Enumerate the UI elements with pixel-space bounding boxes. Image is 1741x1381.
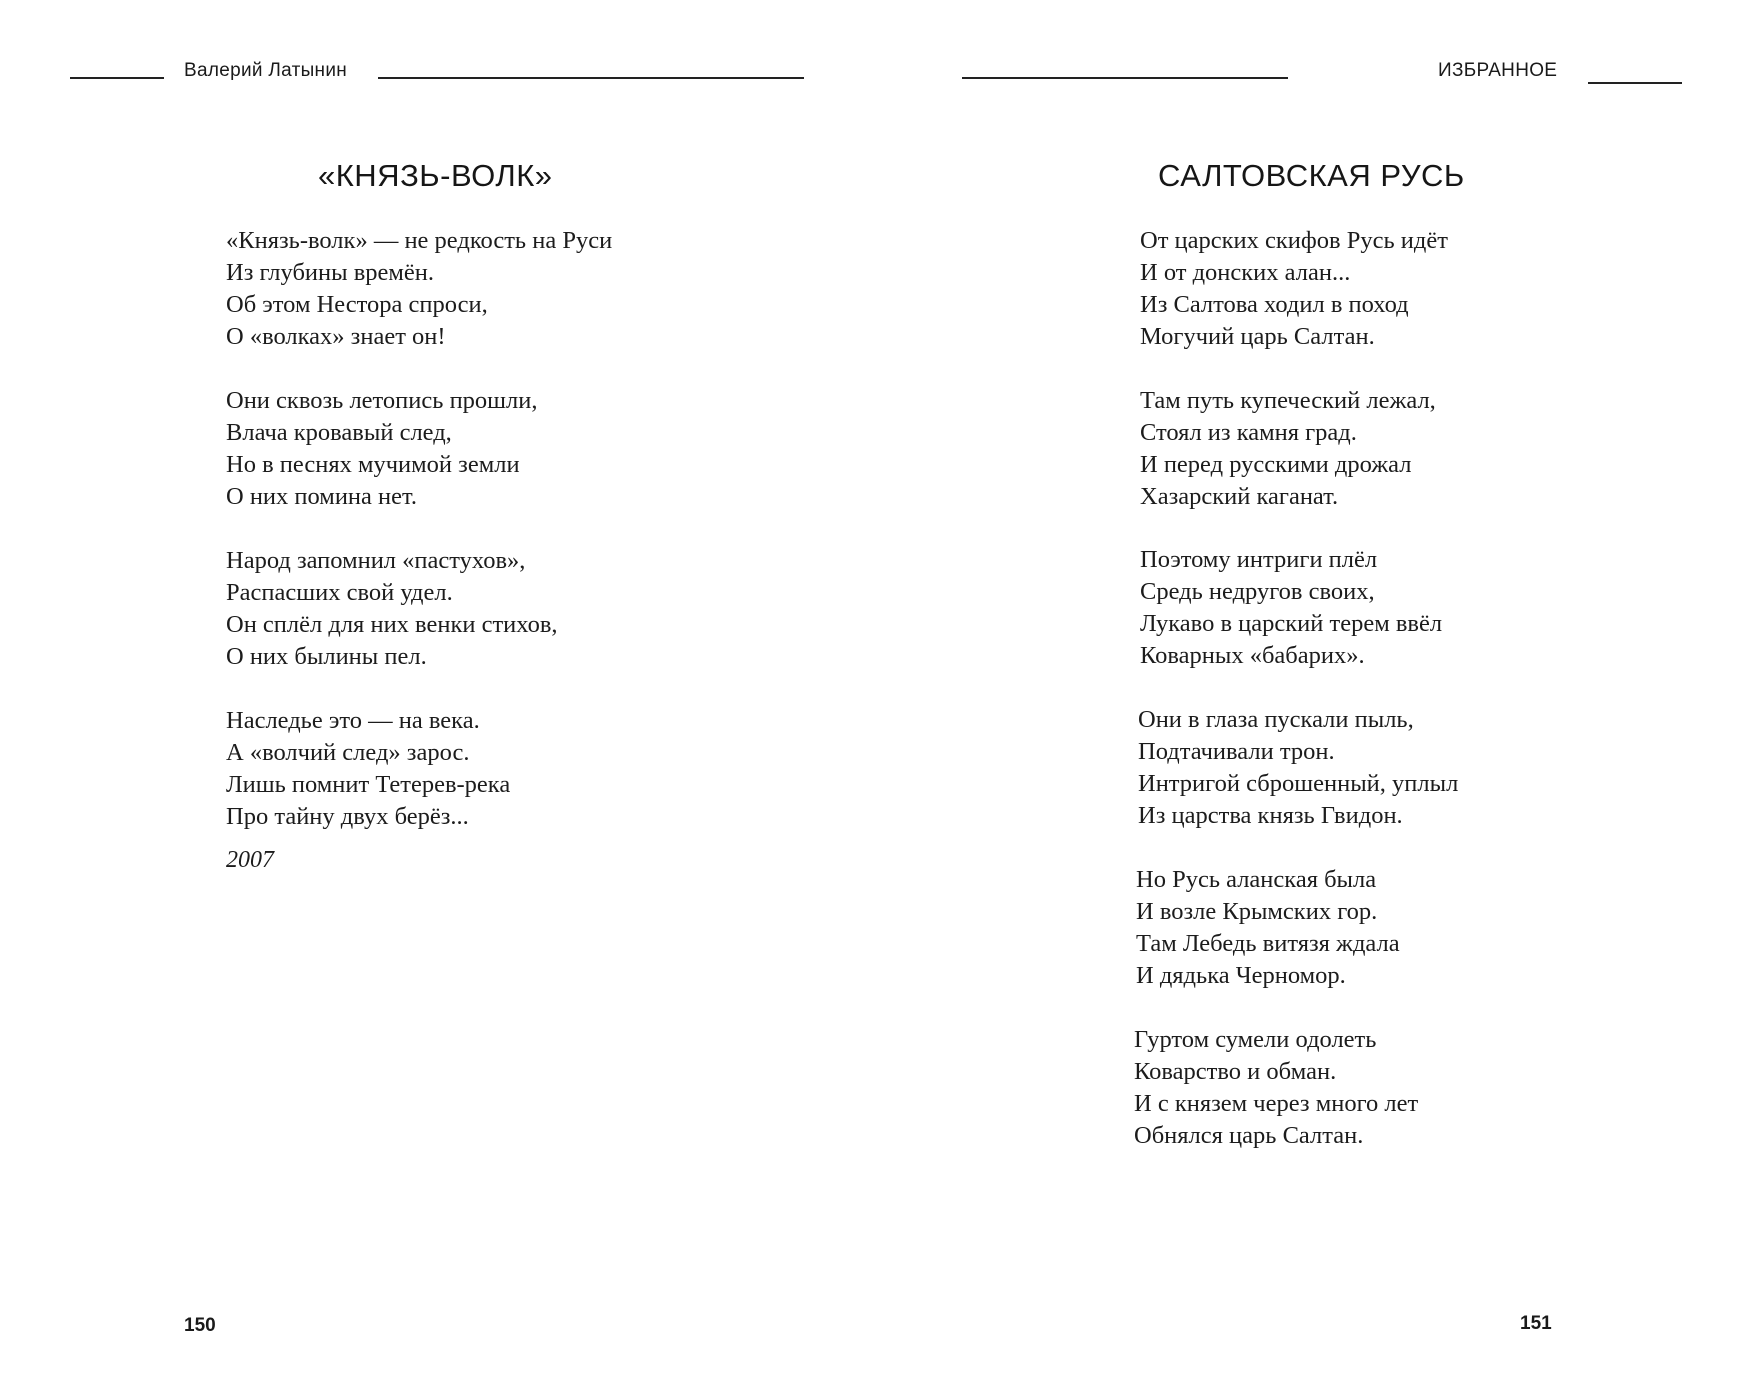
- poem-line: Из глубины времён.: [226, 259, 435, 286]
- header-rule-right-outer: [1588, 82, 1682, 84]
- poem-line: Из царства князь Гвидон.: [1138, 802, 1403, 829]
- header-rule-left-outer: [70, 77, 164, 79]
- poem-line: Об этом Нестора спроси,: [226, 291, 488, 318]
- running-head-author: Валерий Латынин: [184, 60, 348, 81]
- poem-line: Подтачивали трон.: [1138, 738, 1335, 765]
- poem-line: Там Лебедь витязя ждала: [1136, 930, 1400, 957]
- poem-line: Обнялся царь Салтан.: [1134, 1122, 1364, 1149]
- poem-line: И от донских алан...: [1140, 259, 1351, 286]
- poem-line: Средь недругов своих,: [1140, 578, 1375, 605]
- page-number-left: 150: [184, 1315, 216, 1336]
- poem-line: О них помина нет.: [226, 483, 418, 510]
- stanza-1: [1140, 225, 1448, 353]
- left-page: [0, 0, 870, 1381]
- poem-line: Стоял из камня град.: [1140, 419, 1357, 446]
- poem-line: Но Русь аланская была: [1136, 866, 1377, 893]
- poem-line: И возле Крымских гор.: [1136, 898, 1378, 925]
- stanza-4: [226, 705, 510, 833]
- header-rule-right-inner: [962, 77, 1288, 79]
- poem-line: От царских скифов Русь идёт: [1140, 227, 1448, 254]
- poem-line: Распасших свой удел.: [226, 579, 453, 606]
- poem-date: 2007: [226, 847, 274, 873]
- poem-line: Про тайну двух берёз...: [226, 803, 469, 830]
- poem-line: Лишь помнит Тетерев-река: [226, 771, 511, 798]
- poem-line: И с князем через много лет: [1134, 1090, 1419, 1117]
- poem-line: Хазарский каганат.: [1140, 483, 1339, 510]
- poem-line: Они сквозь летопись прошли,: [226, 387, 538, 414]
- stanza-3: [226, 545, 558, 673]
- poem-line: И дядька Черномор.: [1136, 962, 1346, 989]
- poem-line: Народ запомнил «пастухов»,: [226, 547, 526, 574]
- poem-line: Интригой сброшенный, уплыл: [1138, 770, 1459, 797]
- poem-line: Влача кровавый след,: [226, 419, 452, 446]
- header-rule-left-inner: [378, 77, 804, 79]
- page-number-right: 151: [1520, 1313, 1552, 1334]
- poem-line: Наследье это — на века.: [226, 707, 480, 734]
- poem-title-saltovskaya-rus: САЛТОВСКАЯ РУСЬ: [1158, 158, 1465, 193]
- poem-line: Могучий царь Салтан.: [1140, 323, 1375, 350]
- stanza-2: [1140, 385, 1436, 513]
- poem-line: «Князь-волк» — не редкость на Руси: [226, 227, 613, 254]
- stanza-5: [1136, 864, 1400, 992]
- poem-line: Но в песнях мучимой земли: [226, 451, 520, 478]
- poem-line: Там путь купеческий лежал,: [1140, 387, 1436, 414]
- stanza-3: [1140, 544, 1442, 672]
- stanza-4: [1138, 704, 1458, 832]
- stanza-6: [1134, 1024, 1418, 1152]
- right-page: [870, 0, 1741, 1381]
- poem-line: Лукаво в царский терем ввёл: [1140, 610, 1443, 637]
- stanza-2: [226, 385, 538, 513]
- poem-line: А «волчий след» зарос.: [226, 739, 470, 766]
- running-head-collection: ИЗБРАННОЕ: [1438, 60, 1558, 81]
- poem-line: Поэтому интриги плёл: [1140, 546, 1378, 573]
- poem-line: О «волках» знает он!: [226, 323, 446, 350]
- poem-line: Они в глаза пускали пыль,: [1138, 706, 1414, 733]
- poem-line: Гуртом сумели одолеть: [1134, 1026, 1377, 1053]
- poem-line: Из Салтова ходил в поход: [1140, 291, 1409, 318]
- poem-title-knyaz-volk: «КНЯЗЬ-ВОЛК»: [318, 158, 553, 193]
- poem-line: Коварных «бабарих».: [1140, 642, 1365, 669]
- poem-line: Он сплёл для них венки стихов,: [226, 611, 558, 638]
- poem-line: И перед русскими дрожал: [1140, 451, 1412, 478]
- poem-line: Коварство и обман.: [1134, 1058, 1337, 1085]
- stanza-1: [226, 225, 612, 353]
- poem-line: О них былины пел.: [226, 643, 427, 670]
